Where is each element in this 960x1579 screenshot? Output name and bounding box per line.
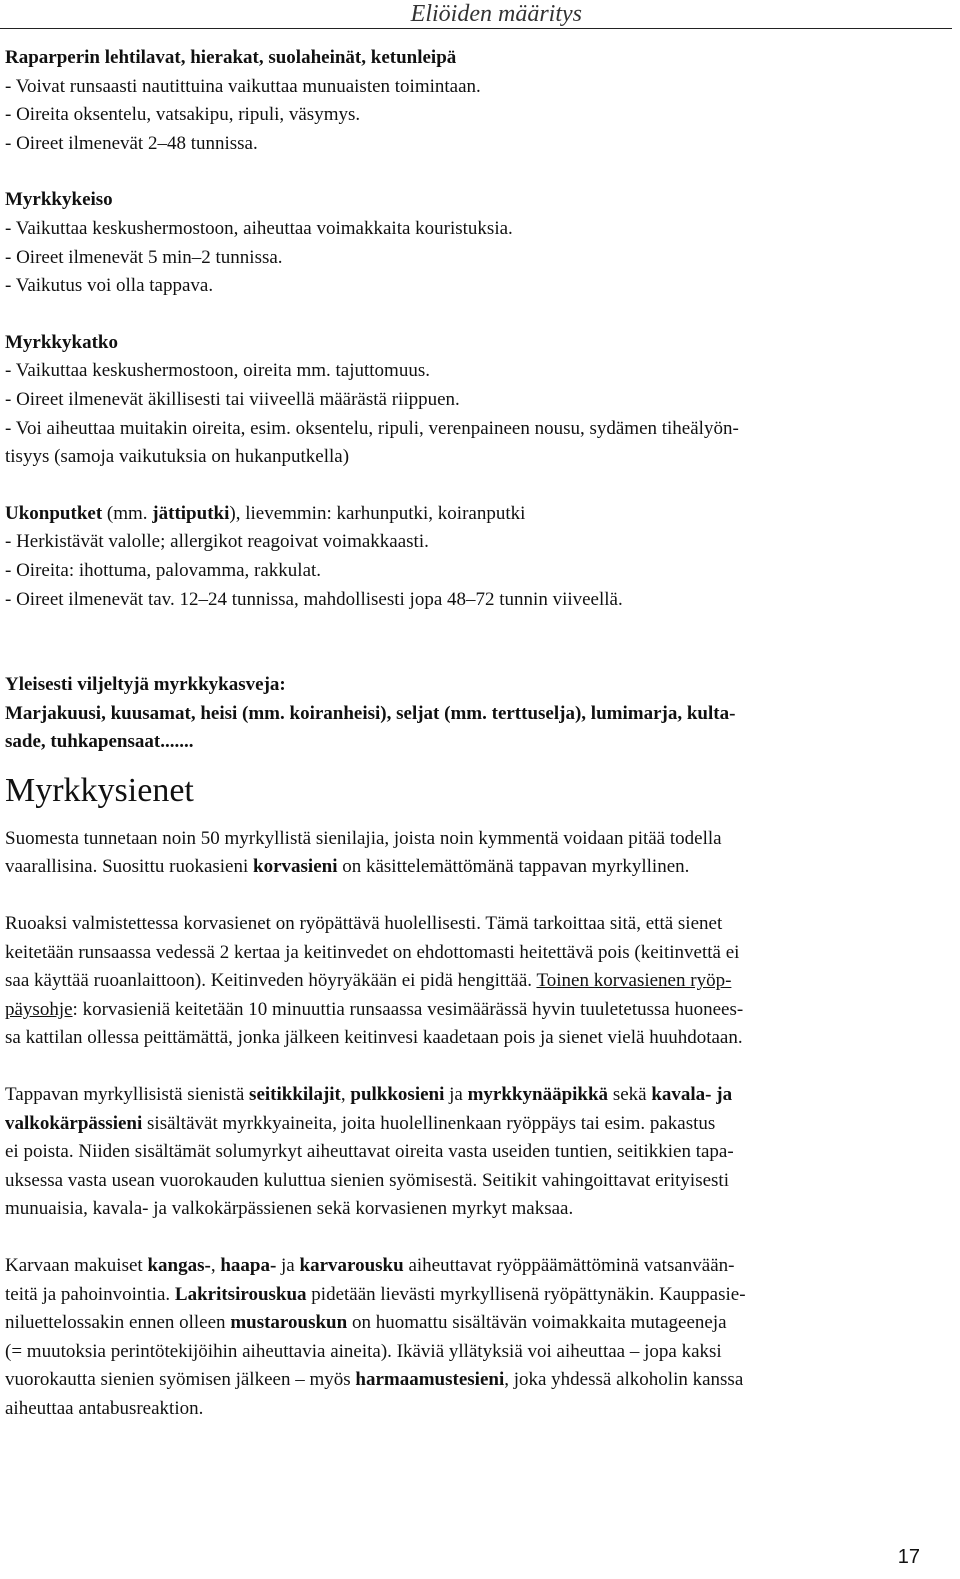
section-myrkkykeiso <box>5 186 947 300</box>
text-span: sekä <box>608 1084 652 1106</box>
text-line: ei poista. Niiden sisältämät solumyrkyt aiheuttavat oireita vasta useiden tuntien, seitikkien tapa- <box>5 1141 734 1163</box>
preparation-link[interactable]: Toinen korvasienen ryöp- <box>536 970 732 992</box>
text-span: sisältävät myrkkyaineita, joita huolellinenkaan ryöppäys tai esim. pakastus <box>142 1112 716 1134</box>
heading-myrkkykeiso: Myrkkykeiso <box>5 189 113 211</box>
page-content <box>5 44 947 1424</box>
text-line <box>5 1252 947 1281</box>
term-bold: seitikkilajit <box>249 1084 341 1106</box>
term-bold: karvarousku <box>299 1255 404 1276</box>
text-line <box>5 967 947 996</box>
term-bold: korvasieni <box>253 856 338 878</box>
text-line: - Vaikutus voi olla tappava. <box>5 275 214 297</box>
text-span: aiheuttavat ryöppäämättöminä vatsanvään- <box>403 1255 735 1276</box>
text-line: - Herkistävät valolle; allergikot reagoivat voimakkaasti. <box>5 531 429 553</box>
term-bold: kavala- ja <box>651 1084 733 1106</box>
text-line <box>5 996 947 1025</box>
text-line: (= muutoksia perintötekijöihin aiheuttavia aineita). Ikäviä yllätyksiä voi aiheuttaa – jopa kaksi <box>5 1340 722 1362</box>
text-span: , <box>210 1255 221 1276</box>
text-span: ja <box>276 1255 300 1276</box>
page-number: 17 <box>897 1546 920 1568</box>
text-span: saa käyttää ruoanlaittoon). Keitinveden höyryäkään ei pidä hengittää. <box>5 970 537 992</box>
text-line: - Oireita: ihottuma, palovamma, rakkulat. <box>5 559 322 581</box>
text-line: - Oireita oksentelu, vatsakipu, ripuli, väsymys. <box>5 104 361 126</box>
text-line <box>5 1309 947 1338</box>
heading-cultivated: Yleisesti viljeltyjä myrkkykasveja: <box>5 674 286 696</box>
text-span: , joka yhdessä alkoholin kanssa <box>504 1369 744 1391</box>
text-line <box>5 1366 947 1395</box>
term-bold: kangas- <box>147 1255 211 1276</box>
text-span: : korvasieniä keitetään 10 minuuttia runsaassa vesimäärässä hyvin tuuletetussa huonees- <box>72 998 744 1020</box>
text-line: - Vaikuttaa keskushermostoon, oireita mm. tajuttomuus. <box>5 360 430 382</box>
term-bold: Ukonputket <box>5 502 103 524</box>
text-line: Suomesta tunnetaan noin 50 myrkyllistä sienilajia, joista noin kymmentä voidaan pitää todella <box>5 827 722 849</box>
term-bold: Lakritsirouskua <box>174 1283 307 1305</box>
text-span: ), lievemmin: karhunputki, koiranputki <box>229 502 526 524</box>
text-line <box>5 853 947 882</box>
text-line: - Oireet ilmenevät tav. 12–24 tunnissa, mahdollisesti jopa 48–72 tunnin viiveellä. <box>5 588 623 610</box>
text-line: munuaisia, kavala- ja valkokärpässienen sekä korvasienen myrkyt maksaa. <box>5 1198 574 1220</box>
paragraph-deadly-mushrooms <box>5 1081 947 1224</box>
section-rhubarb <box>5 44 947 158</box>
text-line <box>5 1110 947 1139</box>
term-bold: pulkkosieni <box>350 1084 445 1106</box>
text-line: - Voi aiheuttaa muitakin oireita, esim. oksentelu, ripuli, verenpaineen nousu, sydämen tiheälyön- <box>5 417 739 439</box>
text-span: Tappavan myrkyllisistä sienistä <box>5 1084 250 1106</box>
term-bold: valkokärpässieni <box>5 1112 143 1134</box>
section-ukonputket <box>5 500 947 614</box>
text-span: Karvaan makuiset <box>5 1255 148 1276</box>
text-span: ja <box>444 1084 468 1106</box>
text-line: - Voivat runsaasti nautittuina vaikuttaa munuaisten toimintaan. <box>5 75 481 97</box>
text-line: sade, tuhkapensaat....... <box>5 731 194 753</box>
section-myrkkykatko <box>5 329 947 472</box>
term-bold: mustarouskun <box>230 1312 348 1334</box>
section-cultivated <box>5 671 947 757</box>
term-bold: haapa- <box>220 1255 277 1276</box>
text-span: on huomattu sisältävän voimakkaita mutageeneja <box>347 1312 727 1334</box>
text-line: Ruoaksi valmistettessa korvasienet on ryöpättävä huolellisesti. Tämä tarkoittaa sitä, että sienet <box>5 913 723 935</box>
text-span: on käsittelemättömänä tappavan myrkyllinen. <box>337 856 690 878</box>
term-bold: jättiputki <box>152 502 230 524</box>
paragraph-intro <box>5 825 947 882</box>
page-header <box>0 0 952 29</box>
preparation-link[interactable]: päysohje <box>5 998 73 1020</box>
text-span: (mm. <box>102 502 153 524</box>
text-line: - Oireet ilmenevät 2–48 tunnissa. <box>5 132 258 154</box>
term-bold: harmaamustesieni <box>355 1369 505 1391</box>
term-bold: myrkkynääpikkä <box>467 1084 609 1106</box>
heading-myrkkykatko: Myrkkykatko <box>5 331 118 353</box>
text-line: sa kattilan ollessa peittämättä, jonka jälkeen keitinvesi kaadetaan pois ja sienet vielä huuhdotaan. <box>5 1027 743 1049</box>
section-title-myrkkysienet: Myrkkysienet <box>5 771 194 809</box>
text-line: - Oireet ilmenevät 5 min–2 tunnissa. <box>5 246 283 268</box>
text-span: pidetään lievästi myrkyllisenä ryöpättynäkin. Kauppasie- <box>306 1283 746 1305</box>
header-title: Eliöiden määritys <box>410 1 582 27</box>
text-span: teitä ja pahoinvointia. <box>5 1283 175 1305</box>
paragraph-bitter-mushrooms <box>5 1252 947 1424</box>
text-line: - Vaikuttaa keskushermostoon, aiheuttaa voimakkaita kouristuksia. <box>5 217 513 239</box>
text-line: keitetään runsaassa vedessä 2 kertaa ja keitinvedet on ehdottomasti heitettävä pois (keitinvettä ei <box>5 941 740 963</box>
text-line: aiheuttaa antabusreaktion. <box>5 1397 204 1419</box>
text-line <box>5 1281 947 1310</box>
text-span: vaarallisina. Suosittu ruokasieni <box>5 856 254 878</box>
text-span: , <box>340 1084 351 1106</box>
text-line: uksessa vasta usean vuorokauden kuluttua sienien syömisestä. Seitikit vahingoittavat erityisesti <box>5 1169 729 1191</box>
text-line: - Oireet ilmenevät äkillisesti tai viiveellä määrästä riippuen. <box>5 388 460 410</box>
text-span: niluettelossakin ennen olleen <box>5 1312 231 1334</box>
heading-rhubarb: Raparperin lehtilavat, hierakat, suolaheinät, ketunleipä <box>5 47 457 68</box>
paragraph-preparation <box>5 910 947 1053</box>
text-line <box>5 1081 947 1110</box>
text-line: tisyys (samoja vaikutuksia on hukanputkella) <box>5 446 350 468</box>
text-span: vuorokautta sienien syömisen jälkeen – myös <box>5 1369 356 1391</box>
heading-ukonputket <box>5 500 947 529</box>
text-line: Marjakuusi, kuusamat, heisi (mm. koiranheisi), seljat (mm. terttuselja), lumimarja, kulta- <box>5 702 736 724</box>
